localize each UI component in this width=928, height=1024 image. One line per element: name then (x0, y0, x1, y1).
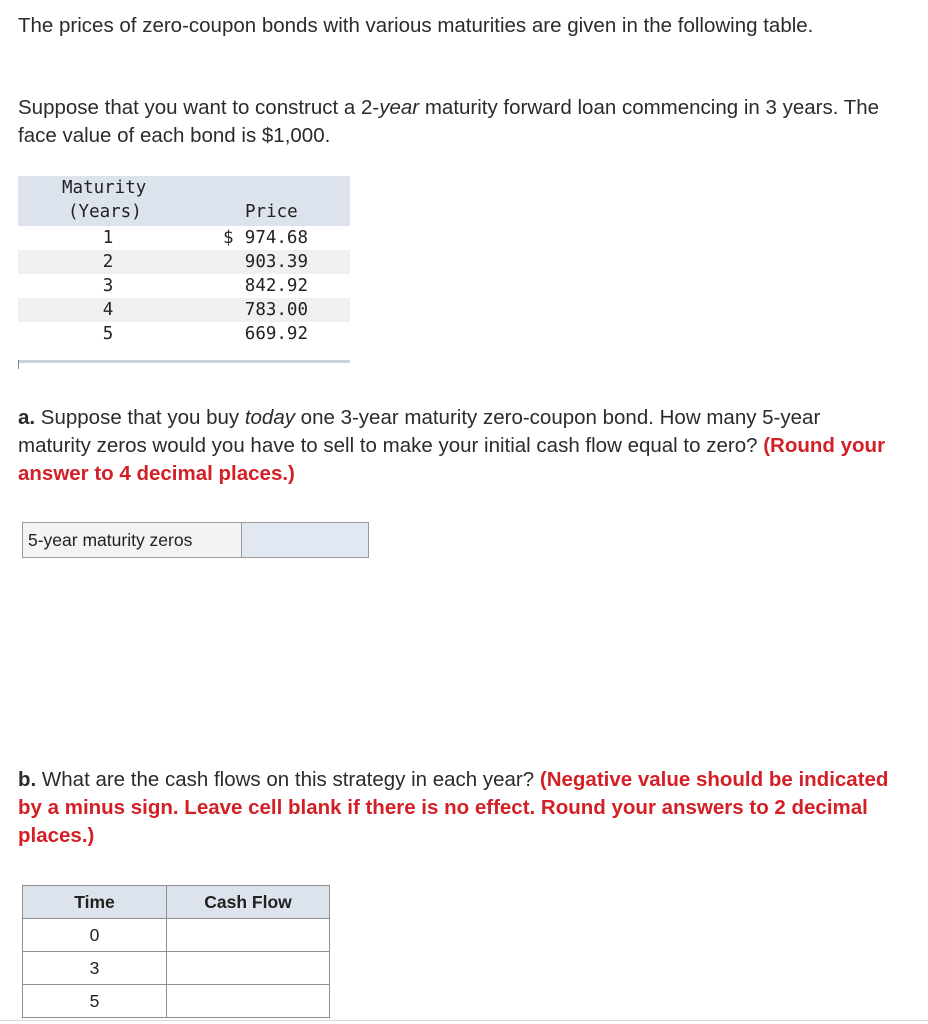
part-a-question (18, 404, 898, 488)
part-b-text: What are the cash flows on this strategy in each year? (36, 768, 540, 791)
part-a-italic: today (244, 406, 295, 429)
table-row (18, 250, 350, 274)
cash-flow-cell (167, 919, 330, 952)
table-row (18, 226, 350, 250)
price-cell: 783.00 (244, 300, 308, 320)
currency-symbol: $ (223, 228, 234, 248)
header-years: (Years) (68, 202, 142, 222)
maturity-cell: 5 (102, 324, 114, 344)
answer-row-a (22, 522, 369, 558)
time-cell: 3 (23, 952, 167, 985)
cash-flow-header (23, 886, 330, 919)
cash-flow-table (22, 885, 330, 1018)
bond-price-table (18, 176, 350, 368)
table-row (23, 952, 330, 985)
part-a-label: a. (18, 406, 36, 429)
part-b-question (18, 766, 898, 850)
cash-flow-cell (167, 952, 330, 985)
table-row (18, 298, 350, 322)
part-a-text-1: Suppose that you buy (35, 406, 245, 429)
price-cell: 842.92 (244, 276, 308, 296)
intro-text: The prices of zero-coupon bonds with various maturities are given in the following table. (18, 14, 814, 37)
maturity-cell: 4 (102, 300, 114, 320)
setup-text-2: maturity forward loan commencing in 3 years. The face value of each bond is $1,000. (18, 96, 880, 147)
table-row (23, 985, 330, 1018)
price-cell: 669.92 (244, 324, 308, 344)
price-table-header (18, 176, 350, 226)
header-cash-flow: Cash Flow (167, 886, 330, 919)
table-row (18, 322, 350, 346)
table-row (18, 274, 350, 298)
maturity-cell: 3 (102, 276, 114, 296)
maturity-cell: 1 (102, 228, 114, 248)
intro-paragraph (18, 12, 898, 40)
table-row (23, 919, 330, 952)
header-time: Time (23, 886, 167, 919)
page-bottom-divider (0, 1020, 928, 1021)
header-price: Price (245, 202, 298, 222)
header-maturity: Maturity (62, 178, 147, 198)
time-cell: 5 (23, 985, 167, 1018)
cash-flow-cell (167, 985, 330, 1018)
footer-tick (18, 360, 19, 369)
setup-text-1: Suppose that you want to construct a 2- (18, 96, 380, 119)
price-cell: 903.39 (244, 252, 308, 272)
setup-italic: year (379, 96, 420, 119)
setup-paragraph (18, 94, 898, 150)
part-a-instruction: (Round your answer to 4 decimal places.) (18, 434, 886, 485)
cash-flow-input[interactable] (167, 952, 329, 984)
part-b-label: b. (18, 768, 37, 791)
zeros-answer-input[interactable] (242, 523, 368, 557)
part-a-text-2: one 3-year maturity zero-coupon bond. How many 5-year maturity zeros would you have to sell to make your initial cash flow equal to zero? (18, 406, 821, 457)
price-cell: 974.68 (244, 228, 308, 248)
maturity-cell: 2 (102, 252, 114, 272)
cash-flow-input[interactable] (167, 985, 329, 1017)
cash-flow-input[interactable] (167, 919, 329, 951)
part-b-instruction: (Negative value should be indicated by a minus sign. Leave cell blank if there is no effect. Round your answers to 2 decimal places.) (18, 768, 889, 847)
time-cell: 0 (23, 919, 167, 952)
answer-label: 5-year maturity zeros (23, 523, 242, 557)
footer-line (18, 360, 350, 363)
table-footer-rule (18, 360, 350, 368)
